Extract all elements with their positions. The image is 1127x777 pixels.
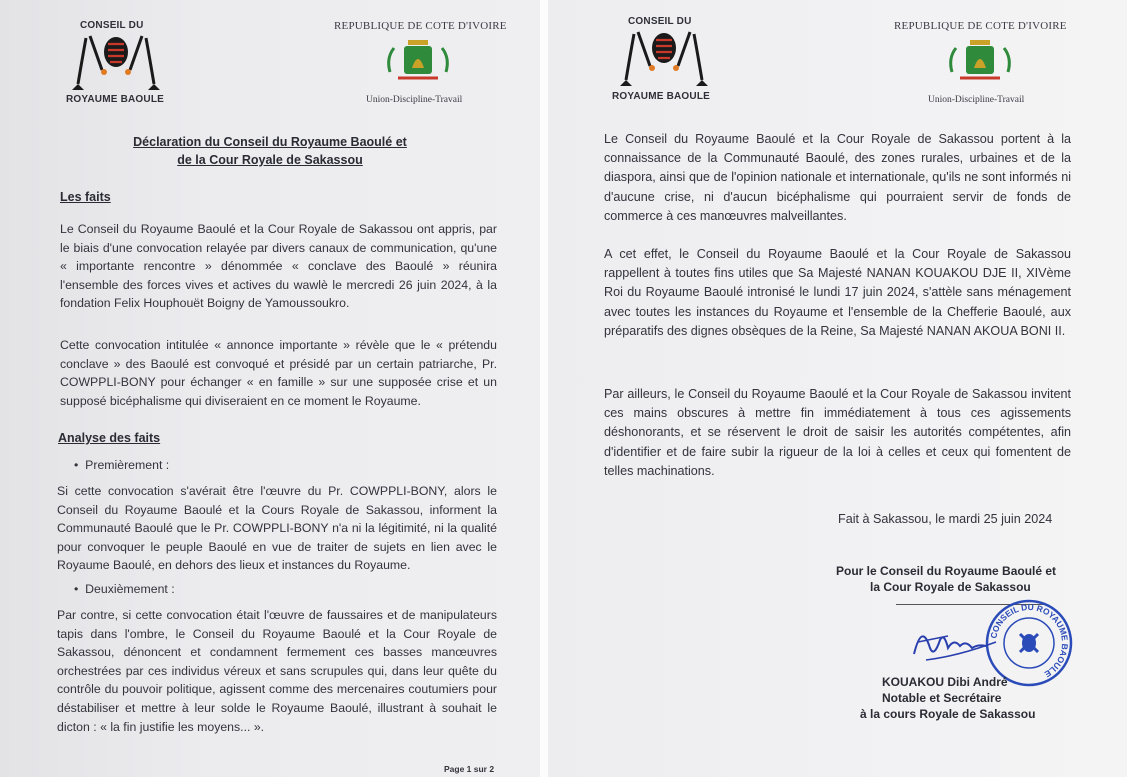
- bullet-second-label: Deuxièmement :: [85, 582, 175, 596]
- bullet-first-label: Premièrement :: [85, 458, 170, 472]
- analysis-paragraph-2: Par contre, si cette convocation était l'œuvre de faussaires et de manipulateurs tapis dans l'ombre, le Conseil du Royaume Baoulé et la Cour Royale de Sakassou, dénoncent et condamnent fermement ces basses manœuvres orchestrées par ces individus véreux et sans scrupules qui, dans leur quête du contrôle du pouvoir politique, agissent comme des mercenaires coutumiers pour déstabiliser et mettre à leur solde le Royaume Baoulé, illustrant à souhait le dicton : « la fin justifie les moyens... ».: [57, 608, 497, 734]
- baoule-council-logo-icon: [616, 26, 712, 88]
- document-page-2: [548, 0, 1127, 777]
- statement-paragraph-1: Le Conseil du Royaume Baoulé et la Cour Royale de Sakassou portent à la connaissance de la Communauté Baoulé, des zones rurales, urbaines et de la diaspora, ainsi que de l'opinion nationale et internationale, qu'ils ne sont informés ni d'aucune crise, ni d'aucun bicéphalisme qui pourraient servir de fonds de commerce à ces manœuvres malveillantes.: [604, 132, 1071, 223]
- cote-divoire-coat-of-arms-icon: [944, 38, 1016, 84]
- title-line-1: Déclaration du Conseil du Royaume Baoulé et: [133, 135, 407, 149]
- baoule-council-logo-icon: [68, 30, 164, 92]
- org-name-bottom: ROYAUME BAOULE: [66, 94, 164, 105]
- seal-text-path: CONSEIL DU ROYAUME BAOULE: [988, 601, 1071, 680]
- signatory-title-2: à la cours Royale de Sakassou: [860, 707, 1036, 721]
- bullet-first: [74, 458, 169, 472]
- analysis-paragraph-1: Si cette convocation s'avérait être l'œuvre du Pr. COWPPLI-BONY, alors le Conseil du Royaume Baoulé et la Cours Royale de Sakassou, informent la Communauté Baoulé que le Pr. COWPPLI-BONY n'a ni la légitimité, ni la qualité pour convoquer le peuple Baoulé en vue de traiter de sujets en lien avec le Royaume Baoulé, en dehors des lieux et instances du Royaume.: [57, 484, 497, 573]
- bullet-dot-icon: •: [74, 458, 86, 472]
- republic-heading: REPUBLIQUE DE COTE D'IVOIRE: [894, 20, 1067, 32]
- org-name-top: CONSEIL DU: [628, 16, 692, 27]
- cote-divoire-coat-of-arms-icon: [382, 38, 454, 84]
- page-number: Page 1 sur 2: [444, 764, 495, 774]
- national-motto: Union-Discipline-Travail: [928, 95, 1025, 105]
- facts-paragraph-2: Cette convocation intitulée « annonce importante » révèle que le « prétendu conclave » des Baoulé est convoqué et présidé par un certain patriarche, Pr. COWPPLI-BONY pour échanger « en famille » sur une supposée crise et un supposé bicéphalisme qui diviseraient en ce moment le Royaume.: [60, 338, 497, 408]
- document-title: [110, 133, 430, 169]
- heading-facts: Les faits: [60, 190, 111, 204]
- title-line-2: de la Cour Royale de Sakassou: [177, 153, 363, 167]
- signature-block-for: [836, 563, 1056, 595]
- signatory-title-1: Notable et Secrétaire: [882, 691, 1002, 705]
- signatory-name: KOUAKOU Dibi André: [882, 675, 1008, 689]
- sign-for-line-2: la Cour Royale de Sakassou: [870, 580, 1031, 594]
- bullet-second: [74, 582, 175, 596]
- place-and-date: Fait à Sakassou, le mardi 25 juin 2024: [838, 512, 1053, 526]
- heading-analysis: Analyse des faits: [58, 431, 161, 445]
- document-page-1: [0, 0, 540, 777]
- statement-paragraph-3: Par ailleurs, le Conseil du Royaume Baoulé et la Cour Royale de Sakassou invitent ces mains obscures à mettre fin immédiatement à tous ces agissements déshonorants, et se réservent le droit de saisir les autorités compétentes, afin d'identifier et de faire subir la rigueur de la loi à celles et ceux qui fomentent de telles machinations.: [604, 387, 1071, 478]
- statement-paragraph-2: A cet effet, le Conseil du Royaume Baoulé et la Cour Royale de Sakassou rappellent à toutes fins utiles que Sa Majesté NANAN KOUAKOU DJE II, XIVème Roi du Royaume Baoulé intronisé le lundi 17 juin 2024, s'attèle sans ménagement avec toutes les instances du Royaume et l'ensemble de la Chefferie Baoulé, aux préparatifs des dignes obsèques de la Reine, Sa Majesté NANAN AKOUA BONI II.: [604, 247, 1071, 338]
- page-gap: [540, 0, 548, 777]
- national-motto: Union-Discipline-Travail: [366, 95, 463, 105]
- bullet-dot-icon: •: [74, 582, 86, 596]
- signature-icon: [908, 618, 1008, 666]
- republic-heading: REPUBLIQUE DE COTE D'IVOIRE: [334, 20, 507, 32]
- org-name-bottom: ROYAUME BAOULE: [612, 91, 710, 102]
- sign-for-line-1: Pour le Conseil du Royaume Baoulé et: [836, 564, 1057, 578]
- org-name-top: CONSEIL DU: [80, 20, 144, 31]
- facts-paragraph-1: Le Conseil du Royaume Baoulé et la Cour Royale de Sakassou ont appris, par le biais d'une convocation relayée par divers canaux de communication, qu'une « importante rencontre » dénommée « conclave des Baoulé » réunira l'ensemble des forces vives et actives du wawlè le mercredi 26 juin 2024, à la fondation Felix Houphouët Boigny de Yamoussoukro.: [60, 222, 497, 311]
